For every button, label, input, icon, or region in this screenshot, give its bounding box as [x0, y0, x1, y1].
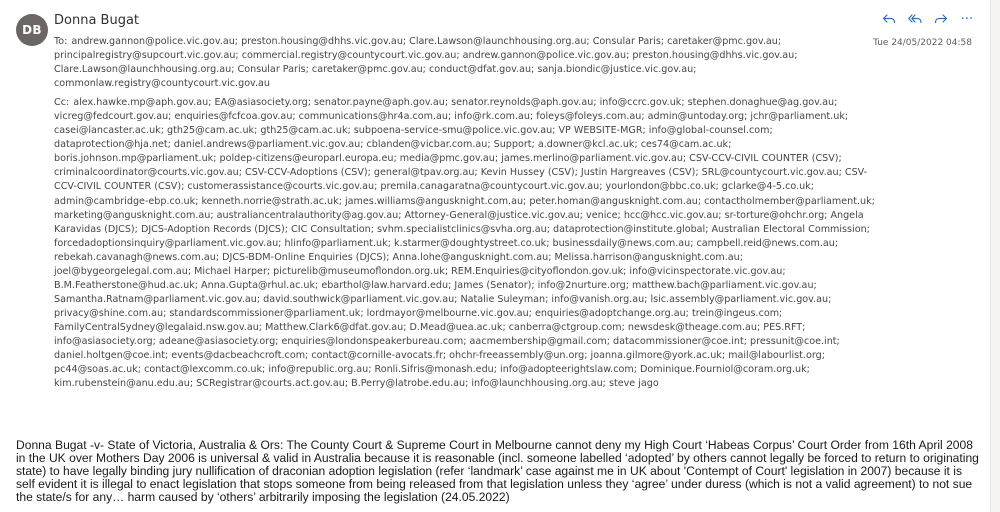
- avatar: DB: [16, 14, 48, 46]
- message-body: Donna Bugat -v- State of Victoria, Australia & Ors: The County Court & Supreme Court in Melbourne cannot deny my High Court ‘Habeas Corpus’ Court Order from 16th April 2008 in the UK over Mothers Day 2006 is universal & valid in Australia because it is reasonable (incl. someone labelled ‘adopted’ by others cannot legally be forced to return to originating state) to have legally binding jury nullification of draconian adoption legislation (refer ‘landmark’ case against me in UK about 'Contempt of Court' legislation in 2007) because it is self evident it is illegal to enact legislation that stops someone from being released from that legislation unless they ‘agree’ under duress (which is not a valid agreement) to not sue the state/s for any… harm caused by ‘others’ arbitrarily imposing the legislation (24.05.2022): [16, 438, 979, 504]
- sender-name[interactable]: Donna Bugat: [54, 13, 140, 28]
- recipients: [54, 35, 880, 391]
- message-actions: [876, 10, 980, 28]
- more-icon: ···: [960, 11, 974, 27]
- sent-date: Tue 24/05/2022 04:58: [873, 38, 972, 48]
- reply-all-icon: [908, 13, 922, 25]
- to-line: [54, 35, 880, 91]
- forward-icon: [934, 13, 948, 25]
- cc-line: [54, 96, 880, 391]
- reply-icon: [882, 13, 896, 25]
- reply-all-button[interactable]: [902, 10, 928, 28]
- forward-button[interactable]: [928, 10, 954, 28]
- cc-recipients[interactable]: alex.hawke.mp@aph.gov.au; EA@asiasociety.org; senator.payne@aph.gov.au; senator.reynolds@aph.gov.au; info@ccrc.gov.uk; stephen.donaghue@ag.gov.au; vicreg@fedcourt.gov.au; enquiries@fcfcoa.gov.au; communications@hr4a.com.au; info@rk.com.au; foleys@foleys.com.au; admin@untoday.org; jchr@parliament.uk; casei@lancaster.ac.uk; gth25@cam.ac.uk; gth25@cam.ac.uk; subpoena-service-smu@police.vic.gov.au; VP WEBSITE-MGR; info@global-counsel.com; dataprotection@hja.net; daniel.andrews@parliament.vic.gov.au; cblanden@vicbar.com.au; Support; a.downer@kcl.ac.uk; ces74@cam.ac.uk; boris.johnson.mp@parliament.uk; poldep-citizens@europarl.europa.eu; media@pmc.gov.au; james.merlino@parliament.vic.gov.au; CSV-CCV-CIVIL COUNTER (CSV); criminalcoordinator@courts.vic.gov.au; CSV-CCV-Adoptions (CSV); general@tpav.org.au; Kevin Hussey (CSV); Justin Hargreaves (CSV); SRL@countycourt.vic.gov.au; CSV-CCV-CIVIL COUNTER (CSV); customerassistance@courts.vic.gov.au; premila.canagaratna@countycourt.vic.gov.au; yourlondon@bbc.co.uk; gclarke@4-5.co.uk; admin@cambridge-ebp.co.uk; kenneth.norrie@strath.ac.uk; james.williams@angusknight.com.au; peter.homan@angusknight.com.au; contactholmember@parliament.uk; marketing@angusknight.com.au; australiancentralauthority@ag.gov.au; Attorney-General@justice.vic.gov.au; venice; hcc@hcc.vic.gov.au; sr-torture@ohchr.org; Angela Karavidas (DJCS); DJCS-Adoption Records (DJCS); CIC Consultation; svhm.specialistclinics@svha.org.au; dataprotection@institute.global; Australian Electoral Commission; forcedadoptionsinquiry@parliament.vic.gov.au; hlinfo@parliament.uk; k.starmer@doughtystreet.co.uk; businessdaily@news.com.au; campbell.reid@news.com.au; rebekah.cavanagh@news.com.au; DJCS-BDM-Online Enquiries (DJCS); Anna.lohe@angusknight.com.au; Melissa.harrison@angusknight.com.au; joel@bygeorgelegal.com.au; Michael Harper; picturelib@museumoflondon.org.uk; REM.Enquiries@cityoflondon.gov.uk; info@vicinspectorate.vic.gov.au; B.M.Featherstone@hud.ac.uk; Anna.Gupta@rhul.ac.uk; ebarthol@law.harvard.edu; James (Senator); info@2nurture.org; matthew.bach@parliament.vic.gov.au; Samantha.Ratnam@parliament.vic.gov.au; david.southwick@parliament.vic.gov.au; Natalie Suleyman; info@vanish.org.au; lsic.assembly@parliament.vic.gov.au; privacy@shine.com.au; standardscommissioner@parliament.uk; lordmayor@melbourne.vic.gov.au; enquiries@adoptchange.org.au; trein@ingeus.com; FamilyCentralSydney@legalaid.nsw.gov.au; Matthew.Clark6@dfat.gov.au; D.Mead@uea.ac.uk; canberra@ctgroup.com; newsdesk@theage.com.au; PES.RFT; info@asiasociety.org; adeane@asiasociety.org; enquiries@londonspeakerbureau.com; aacmembership@gmail.com; datacommissioner@coe.int; pressunit@coe.int; daniel.holtgen@coe.int; events@dacbeachcroft.com; contact@cornille-avocats.fr; ohchr-freeassembly@un.org; joanna.gilmore@york.ac.uk; mail@labourlist.org; pc44@soas.ac.uk; contact@lexcomm.co.uk; info@republic.org.au; Ronli.Sifris@monash.edu; info@adopteerightslaw.com; Dominique.Fourniol@coram.org.uk; kim.rubenstein@anu.edu.au; SCRegistrar@courts.act.gov.au; B.Perry@latrobe.edu.au; info@launchhousing.org.au; steve jago: [54, 97, 875, 390]
- to-recipients[interactable]: andrew.gannon@police.vic.gov.au; preston.housing@dhhs.vic.gov.au; Clare.Lawson@launchhousing.org.au; Consular Paris; caretaker@pmc.gov.au; principalregistry@supcourt.vic.gov.au; commercial.registry@countycourt.vic.gov.au; andrew.gannon@police.vic.gov.au; preston.housing@dhhs.vic.gov.au; Clare.Lawson@launchhousing.org.au; Consular Paris; caretaker@pmc.gov.au; conduct@dfat.gov.au; sanja.biondic@justice.vic.gov.au; commonlaw.registry@countycourt.vic.gov.au: [54, 36, 798, 90]
- cc-label: Cc:: [54, 97, 70, 109]
- to-label: To:: [54, 36, 68, 47]
- more-options-button[interactable]: [954, 10, 980, 28]
- scrollbar[interactable]: [990, 0, 1000, 512]
- reply-button[interactable]: [876, 10, 902, 28]
